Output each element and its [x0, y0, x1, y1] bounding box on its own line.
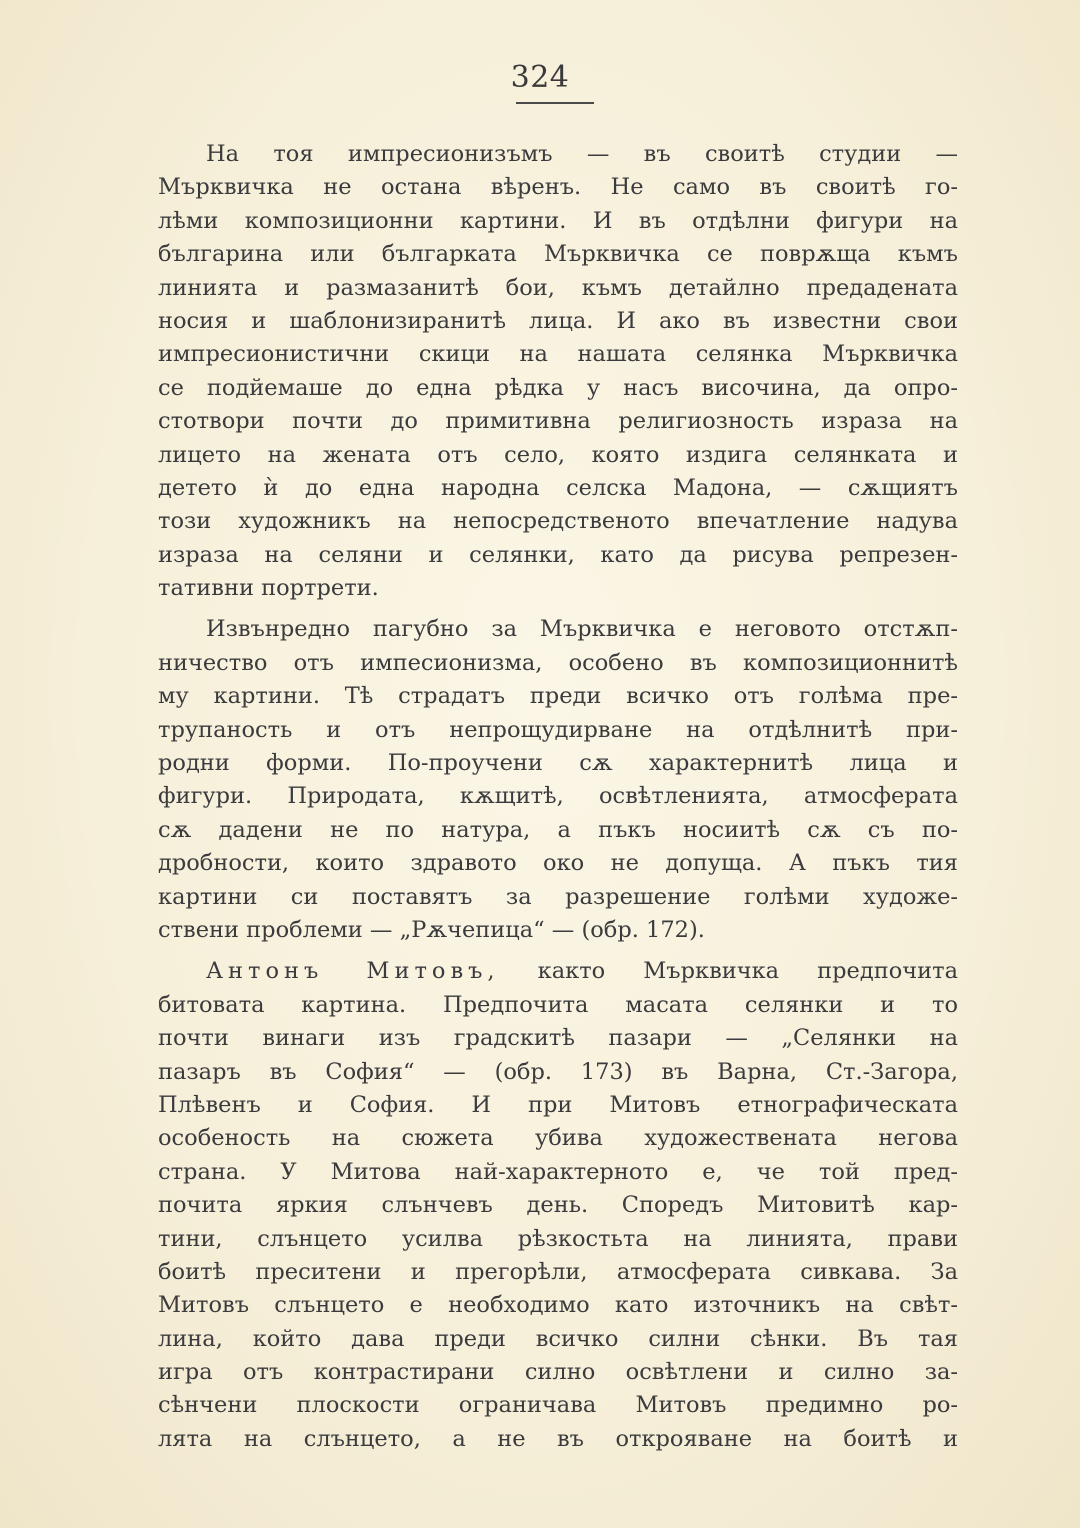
paragraph-1 — [158, 138, 958, 605]
text-line: Извънредно пагубно за Мърквичка е неговото отстѫп- — [206, 616, 958, 643]
paragraph-2 — [158, 613, 958, 947]
body-text — [158, 138, 958, 1456]
text-line: ствени проблеми — „Рѫчепица“ — (обр. 172). — [158, 916, 705, 943]
text-line: се подйемаше до една рѣдка у насъ височина, да опро- — [158, 374, 958, 401]
text-line: носия и шаблонизиранитѣ лица. И ако въ известни свои — [158, 307, 958, 334]
text-line: страна. У Митова най-характерното е, че той пред- — [158, 1158, 958, 1185]
text-line: му картини. Тѣ страдатъ преди всичко отъ голѣма пре- — [158, 683, 958, 710]
text-line: пазаръ въ София“ — (обр. 173) въ Варна, Ст.-Загора, — [158, 1058, 958, 1085]
artist-name: Антонъ Митовъ, — [206, 958, 500, 985]
text-line: тативни портрети. — [158, 575, 379, 602]
page-number: 324 — [510, 60, 570, 95]
text-line: родни форми. По-проучени сѫ характернитѣ лица и — [158, 750, 958, 777]
text-line: лина, който дава преди всичко силни сѣнки. Въ тая — [158, 1325, 958, 1352]
page-number-rule — [516, 102, 594, 104]
text-line: Плѣвенъ и София. И при Митовъ етнографическата — [158, 1091, 958, 1118]
text-line: лѣми композиционни картини. И въ отдѣлни фигури на — [158, 207, 958, 234]
text-line: сѣнчени плоскости ограничава Митовъ предимно ро- — [158, 1392, 958, 1419]
text-line: ничество отъ импесионизма, особено въ композиционнитѣ — [158, 649, 958, 676]
text-line: този художникъ на непосредственото впечатление надува — [158, 508, 958, 535]
text-line: картини си поставятъ за разрешение голѣми художе- — [158, 883, 958, 910]
text-line: На тоя импресионизъмъ — въ своитѣ студии — — [206, 141, 958, 167]
text-line — [158, 955, 958, 988]
text-line: почита яркия слънчевъ день. Споредъ Митовитѣ кар- — [158, 1192, 958, 1219]
text-line: особеность на сюжета убива художествената негова — [158, 1125, 958, 1152]
text-line: трупаность и отъ непрощудирване на отдѣлнитѣ при- — [158, 716, 958, 743]
text-line: импресионистични скици на нашата селянка Мърквичка — [158, 341, 958, 368]
text-line: лицето на жената отъ село, която издига селянката и — [158, 441, 958, 468]
text-line: детето ѝ до една народна селска Мадона, — сѫщиятъ — [158, 474, 958, 501]
text-line: почти винаги изъ градскитѣ пазари — „Селянки на — [158, 1025, 958, 1052]
text-line: стотвори почти до примитивна религиозность израза на — [158, 408, 958, 435]
text-line: дробности, които здравото око не допуща. А пъкъ тия — [158, 850, 958, 877]
text-line: лята на слънцето, а не въ открояване на боитѣ и — [158, 1425, 958, 1452]
paragraph-3 — [158, 955, 958, 1456]
text-line: сѫ дадени не по натура, а пъкъ носиитѣ сѫ съ по- — [158, 816, 958, 843]
text-line: игра отъ контрастирани силно освѣтлени и силно за- — [158, 1359, 958, 1386]
text-line: боитѣ преситени и прегорѣли, атмосферата сивкава. За — [158, 1258, 958, 1285]
text-line: линията и размазанитѣ бои, къмъ детайлно предадената — [158, 274, 958, 301]
text-line: фигури. Природата, кѫщитѣ, освѣтленията, атмосферата — [158, 783, 958, 810]
text-line: израза на селяни и селянки, като да рисува репрезен- — [158, 541, 958, 568]
text-line: битовата картина. Предпочита масата селянки и то — [158, 991, 958, 1018]
text-line: българина или българката Мърквичка се поврѫща къмъ — [158, 241, 958, 268]
text-line: Мърквичка не остана вѣренъ. Не само въ своитѣ го- — [158, 174, 958, 201]
text-line: Митовъ слънцето е необходимо като източникъ на свѣт- — [158, 1292, 958, 1319]
text-fragment: както Мърквичка предпочита — [499, 958, 959, 985]
text-line: тини, слънцето усилва рѣзкостьта на линията, прави — [158, 1225, 958, 1252]
